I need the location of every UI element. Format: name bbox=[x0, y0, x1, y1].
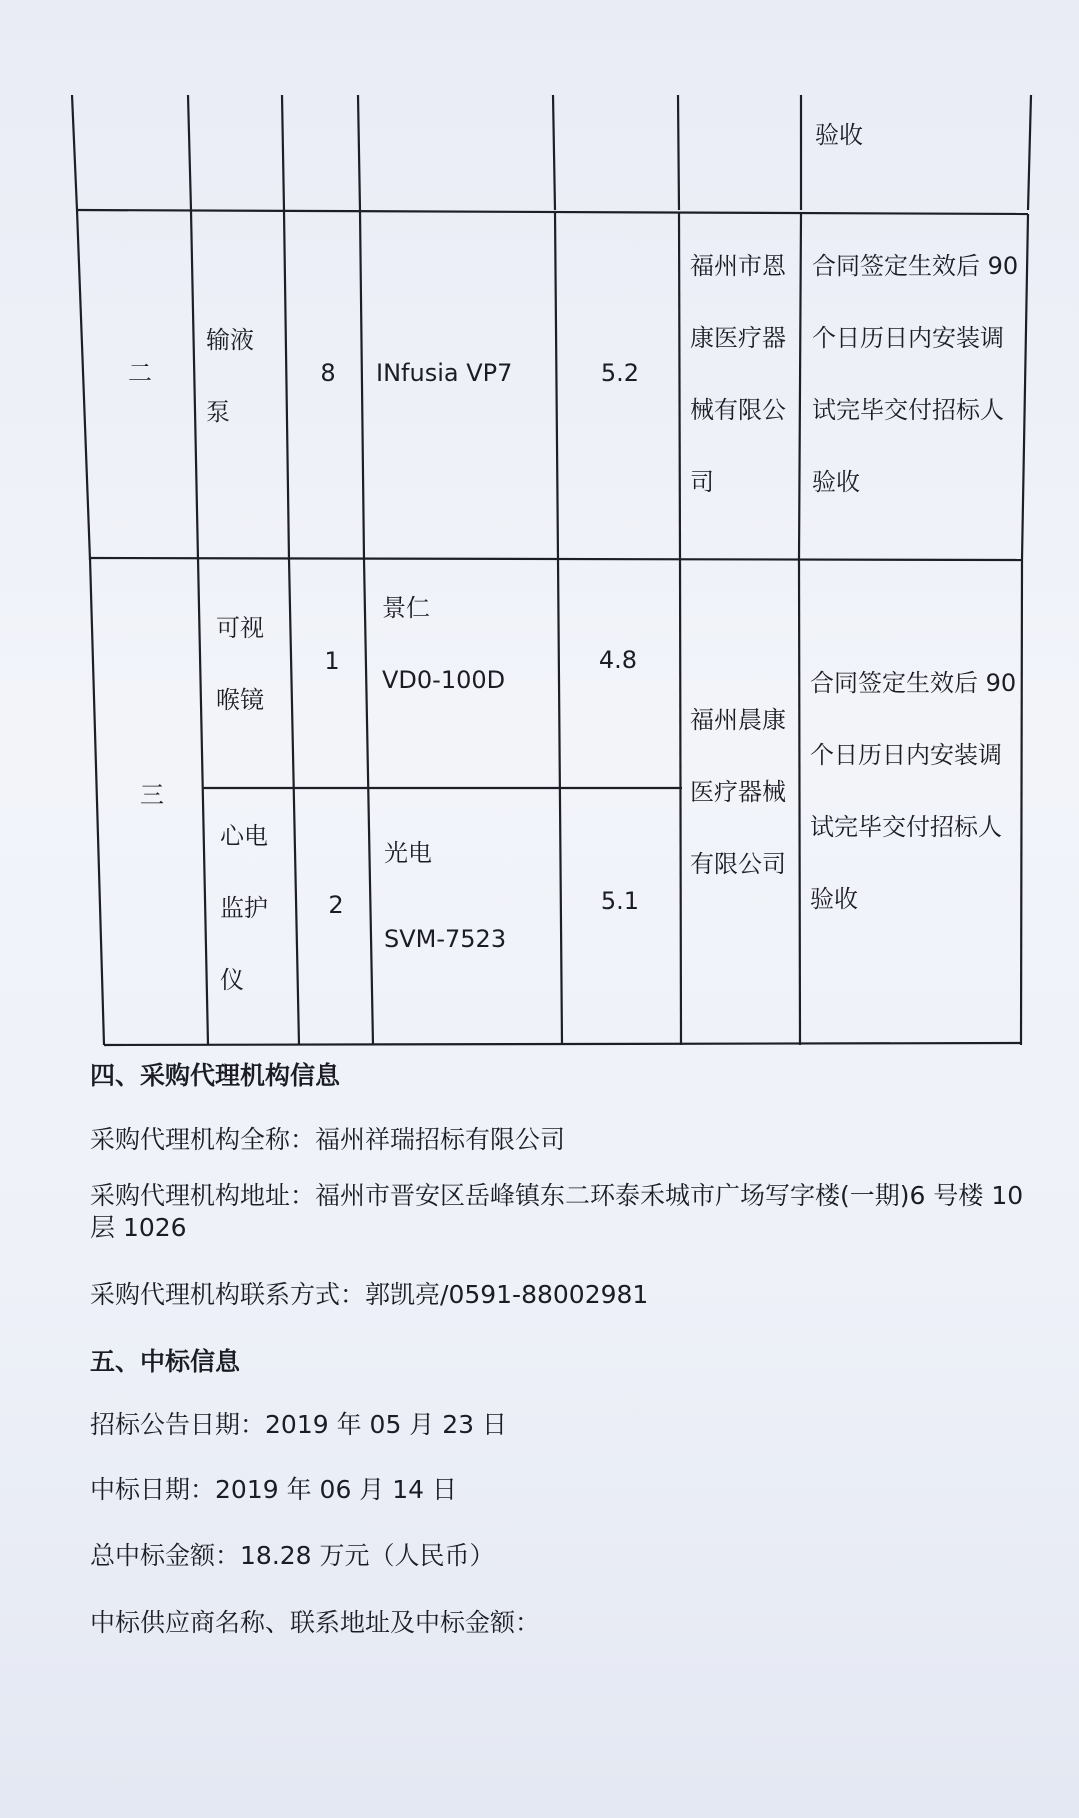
row3-number bbox=[112, 760, 192, 831]
cell-text: 景仁 bbox=[382, 594, 430, 622]
cell-text: 福州晨康 bbox=[690, 706, 786, 734]
cell-text: 合同签定生效后 90 bbox=[810, 669, 1017, 697]
supplier-info-line: 中标供应商名称、联系地址及中标金额： bbox=[90, 1608, 541, 1637]
cell-text: 5.1 bbox=[600, 887, 640, 915]
field-label: 招标公告日期： bbox=[90, 1410, 266, 1439]
row3b-model bbox=[384, 818, 506, 990]
cell-text: 试完毕交付招标人 bbox=[812, 396, 1004, 424]
field-label: 总中标金额： bbox=[90, 1541, 241, 1570]
cell-text: 司 bbox=[690, 468, 714, 496]
cell-text: 8 bbox=[320, 359, 336, 387]
cell-text: VD0-100D bbox=[382, 666, 506, 694]
row2-quantity bbox=[298, 338, 358, 409]
cell-text: 二 bbox=[128, 359, 152, 387]
field-label: 中标日期： bbox=[90, 1475, 216, 1504]
cell-text: 三 bbox=[140, 781, 164, 809]
agency-address-line bbox=[90, 1180, 1030, 1244]
row2-score bbox=[570, 338, 670, 409]
row3b-quantity bbox=[306, 870, 366, 941]
field-value: 福州祥瑞招标有限公司 bbox=[315, 1125, 566, 1154]
cell-text: 福州市恩 bbox=[690, 252, 786, 280]
cell-text: 有限公司 bbox=[690, 850, 786, 878]
section4-heading: 四、采购代理机构信息 bbox=[90, 1061, 341, 1090]
cell-text: 输液 bbox=[206, 326, 254, 354]
cell-text: 仪 bbox=[220, 966, 244, 994]
field-label: 采购代理机构联系方式： bbox=[90, 1280, 366, 1309]
row3a-score bbox=[568, 625, 668, 696]
section5-heading: 五、中标信息 bbox=[90, 1347, 241, 1376]
field-value: 福州市晋安区岳峰镇东二环泰禾城市广场写字楼(一期)6 号楼 10 层 1026 bbox=[90, 1181, 1024, 1242]
cell-text: 2 bbox=[328, 891, 344, 919]
row3-supplier bbox=[690, 684, 786, 900]
cell-text: 监护 bbox=[220, 894, 268, 922]
row1-delivery bbox=[815, 100, 863, 171]
row3b-score bbox=[570, 866, 670, 937]
field-value: 18.28 万元（人民币） bbox=[240, 1541, 495, 1570]
cell-text: 光电 bbox=[384, 839, 432, 867]
row3-delivery bbox=[810, 647, 1016, 935]
row3a-model bbox=[382, 572, 505, 716]
cell-text: 5.2 bbox=[600, 359, 640, 387]
cell-text: INfusia VP7 bbox=[376, 359, 513, 387]
row3b-item-name bbox=[220, 800, 268, 1016]
field-label: 采购代理机构全称： bbox=[90, 1125, 316, 1154]
row2-number bbox=[100, 338, 180, 409]
row3a-item-name bbox=[216, 592, 264, 736]
cell-text: 喉镜 bbox=[216, 686, 264, 714]
total-amount-line bbox=[90, 1536, 495, 1572]
cell-text: 心电 bbox=[220, 822, 268, 850]
cell-text: 验收 bbox=[810, 885, 858, 913]
cell-text: 4.8 bbox=[598, 646, 638, 674]
row2-item-name bbox=[206, 304, 254, 448]
cell-text: 试完毕交付招标人 bbox=[810, 813, 1002, 841]
cell-text: 验收 bbox=[812, 468, 860, 496]
row2-model bbox=[376, 338, 512, 409]
cell-text: 械有限公 bbox=[690, 396, 786, 424]
cell-text: 合同签定生效后 90 bbox=[812, 252, 1019, 280]
cell-text: 验收 bbox=[815, 121, 863, 149]
row3a-quantity bbox=[302, 626, 362, 697]
cell-text: SVM-7523 bbox=[384, 925, 507, 953]
cell-text: 个日历日内安装调 bbox=[812, 324, 1004, 352]
cell-text: 医疗器械 bbox=[690, 778, 786, 806]
cell-text: 可视 bbox=[216, 614, 264, 642]
field-label: 采购代理机构地址： bbox=[90, 1181, 316, 1210]
row2-supplier bbox=[690, 230, 786, 518]
award-date-line bbox=[90, 1470, 457, 1506]
cell-text: 康医疗器 bbox=[690, 324, 786, 352]
cell-text: 1 bbox=[324, 647, 340, 675]
agency-name-line bbox=[90, 1120, 565, 1156]
cell-text: 个日历日内安装调 bbox=[810, 741, 1002, 769]
row2-delivery bbox=[812, 230, 1018, 518]
field-value: 2019 年 05 月 23 日 bbox=[265, 1410, 507, 1439]
notice-date-line bbox=[90, 1405, 507, 1441]
cell-text: 泵 bbox=[206, 398, 230, 426]
field-value: 2019 年 06 月 14 日 bbox=[215, 1475, 457, 1504]
field-value: 郭凯亮/0591-88002981 bbox=[365, 1280, 649, 1309]
agency-contact-line bbox=[90, 1275, 648, 1311]
